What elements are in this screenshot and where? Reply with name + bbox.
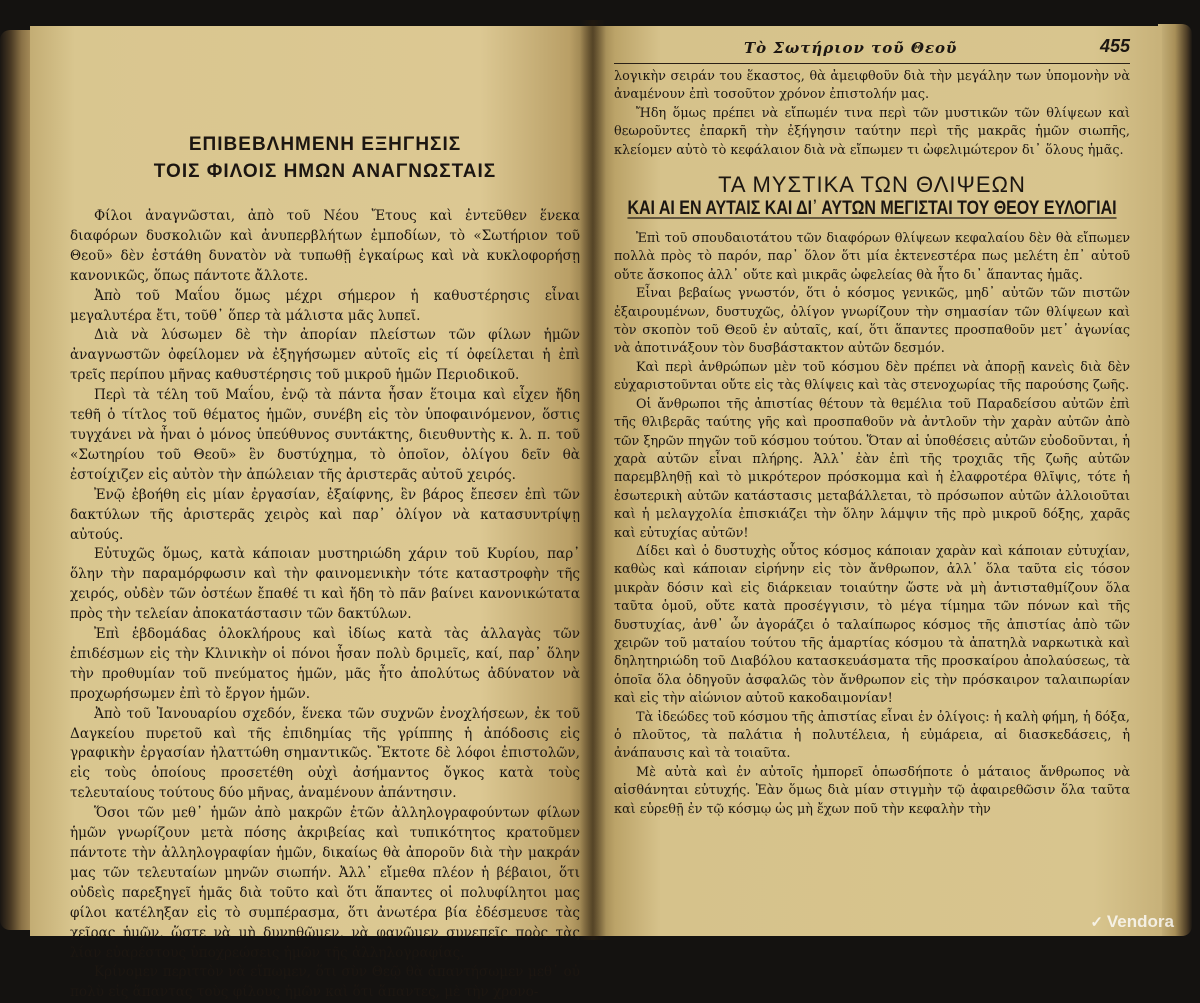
left-page [30, 26, 592, 1001]
paragraph: λογικὴν σειράν του ἕκαστος, θὰ ἀμειφθοῦν διὰ τὴν μεγάλην των ὑπομονὴν νὰ ἀναμένουν ἐπὶ τοσοῦτον χρόνον ἐπιστολήν μας. [614, 69, 1130, 103]
watermark-text: Vendora [1106, 912, 1174, 931]
book-gutter-shadow [580, 20, 606, 940]
watermark [1090, 912, 1174, 932]
page-number: 455 [1099, 36, 1130, 56]
paragraph: Εἶναι βεβαίως γνωστόν, ὅτι ὁ κόσμος γενικῶς, μηδ᾽ αὐτῶν τῶν πιστῶν ἐξαιρουμένων, δυστυχῶς, ὀλίγον γνωρίζουν τὴν σημασίαν τῶν θλίψεων καὶ τὸν σκοπὸν τοῦ Θεοῦ ἐν αὐταῖς, καί, ὅτι ἅπαντες προσπαθοῦν μετ᾽ ἀγωνίας νὰ ἀποτινάξουν τὸν δυσβάστακτον αὐτῶν δεσμόν. [614, 286, 1130, 357]
paragraph: Ἀπὸ τοῦ Μαΐου ὅμως μέχρι σήμερον ἡ καθυστέρησις εἶναι μεγαλυτέρα ἔτι, τοῦθ᾽ ὅπερ τὰ μάλιστα μᾶς λυπεῖ. [70, 287, 580, 324]
paragraph: Ὅσοι τῶν μεθ᾽ ἡμῶν ἀπὸ μακρῶν ἐτῶν ἀλληλογραφούντων φίλων ἡμῶν γνωρίζουν μετὰ πόσης ἀκριβείας καὶ τυπικότητος κρατοῦμεν πάντοτε τὴν ἀλληλογραφίαν ἡμῶν, δικαίως θὰ ἀποροῦν διὰ τὴν μακράν μας τῶν τελευταίων μηνῶν σιωπήν. Ἀλλ᾽ εἴμεθα πλέον ἡ βέβαιοι, ὅτι οὐδεὶς παρεξηγεῖ ἡμᾶς διὰ τοῦτο καὶ ὅτι ἅπαντες οἱ πολυφίλητοι μας φίλοι κατέληξαν εἰς τὸ συμπέρασμα, ὅτι ἀνωτέρα βία ἐδέσμευσε τὰς χεῖρας ἡμῶν, ὥστε νὰ μὴ δυνηθῶμεν, νὰ φανῶμεν συνεπεῖς πρὸς τὰς λίαν εὐαρέστους ὑποχρεώσεις ἡμῶν τῆς ἀλληλογραφίας. [70, 805, 580, 961]
paragraph: Εὐτυχῶς ὅμως, κατὰ κάποιαν μυστηριώδη χάριν τοῦ Κυρίου, παρ᾽ ὅλην τὴν παραμόρφωσιν καὶ τὴν φαινομενικὴν τότε καταστροφὴν τῆς χειρός, οὐδὲν τῶν ὀστέων ἔπαθέ τι καὶ ἤδη τὸ πᾶν βαίνει κανονικώτατα πρὸς τὴν τελείαν ἀποκατάστασιν τῶν δακτύλων. [70, 546, 580, 623]
paragraph: Δίδει καὶ ὁ δυστυχὴς οὗτος κόσμος κάποιαν χαρὰν καὶ κάποιαν εὐτυχίαν, καθὼς καὶ κάποιαν εἰρήνην εἰς τὸν ἄνθρωπον, ἀλλ᾽ ὅλα ταῦτα εἰς τόσον μικρὰν δόσιν καὶ εἰς διάρκειαν τοιαύτην ὥστε νὰ μὴ ἀντισταθμίζουν ὅλα ταῦτα ὁμοῦ, οὔτε κατὰ προσέγγισιν, τὸ μέγα τίμημα τῶν πόνων καὶ τῆς δυστυχίας, ἀνθ᾽ ὧν ἀγοράζει ὁ ταλαίπωρος κόσμος τῆς ἀπιστίας ἀπὸ τῶν χειρῶν τοῦ ματαίου τούτου τῆς ἁμαρτίας κόσμου τὰ ἀπατηλὰ ναρκωτικὰ καὶ δηλητηριώδη τοῦ Διαβόλου κατασκευάσματα τῆς προσκαίρου ἀπολαύσεως, τὰ ὁποῖα ὅλα ὁδηγοῦν ἀσφαλῶς τὸν ἄνθρωπον εἰς τὴν πρόσκαιρον ταλαιπωρίαν καὶ εἰς τὴν αἰώνιον αὐτοῦ κακοδαιμονίαν! [614, 543, 1130, 707]
paragraph: Ἀπὸ τοῦ Ἰανουαρίου σχεδόν, ἕνεκα τῶν συχνῶν ἐνοχλήσεων, ἐκ τοῦ Δαγκείου πυρετοῦ καὶ τῆς ἐπιδημίας τῆς γρίππης ἡ ἀπόδοσις εἰς γραφικὴν ἐργασίαν ἠλαττώθη σημαντικῶς. Ἔκτοτε δὲ λόφοι ἐπιστολῶν, εἰς τοὺς ὁποίους προσετέθη οὐχὶ ἀσήμαντος ὄγκος κατὰ τοὺς τελευταίους τούτους δύο μῆνας, ἀναμένουν ἀπάντησιν. [70, 705, 580, 802]
chapter-title [614, 172, 1130, 220]
paragraph: Ἤδη ὅμως πρέπει νὰ εἴπωμέν τινα περὶ τῶν μυστικῶν τῶν θλίψεων καὶ θεωροῦντες ἐπαρκῆ τὴν ἐξήγησιν ταύτην περὶ τῆς μακρᾶς ἡμῶν σιωπῆς, κλείομεν αὐτὸ τὸ κεφάλαιον διὰ νὰ εἴπωμεν τι ὠφελιμώτερον δι᾽ ὅλους ἡμᾶς. [614, 105, 1130, 158]
paragraph: Καὶ περὶ ἀνθρώπων μὲν τοῦ κόσμου δὲν πρέπει νὰ ἀπορῇ κανεὶς διὰ δὲν εὐχαριστοῦνται οὔτε εἰς τὰς θλίψεις καὶ τὰς στενοχωρίας τῆς παρούσης ζωῆς. [614, 359, 1130, 394]
right-page-body [614, 230, 1130, 819]
paragraph: Φίλοι ἀναγνῶσται, ἀπὸ τοῦ Νέου Ἔτους καὶ ἐντεῦθεν ἕνεκα διαφόρων δυσκολιῶν καὶ ἀνυπερβλήτων ἐμποδίων, τὸ «Σωτήριον τοῦ Θεοῦ» δὲν ἐστάθη δυνατὸν νὰ τυπωθῇ ἐγκαίρως καὶ νὰ κυκλοφορήσῃ κανονικῶς, ὅπως πάντοτε ἄλλοτε. [70, 208, 580, 284]
left-page-body [70, 207, 580, 1003]
paragraph: Ἐπὶ τοῦ σπουδαιοτάτου τῶν διαφόρων θλίψεων κεφαλαίου δὲν θὰ εἴπωμεν πολλὰ πρὸς τὸ παρόν, παρ᾽ ὅλον ὅτι μία ἐκτενεστέρα πως μελέτη ἐπ᾽ αὐτοῦ οὔτε ἄσκοπος ἀλλ᾽ οὔτε καὶ μικρᾶς ὠφελείας θὰ ἦτο δι᾽ ἅπαντας ἡμᾶς. [614, 231, 1130, 283]
paragraph: Διὰ νὰ λύσωμεν δὲ τὴν ἀπορίαν πλείστων τῶν φίλων ἡμῶν ἀναγνωστῶν ὀφείλομεν νὰ ἐξηγήσωμεν αὐτοῖς εἰς τί ὀφείλεται ἡ ἐπὶ τρεῖς περίπου μῆνας καθυστέρησις τοῦ μικροῦ ἡμῶν Περιοδικοῦ. [70, 327, 580, 384]
paragraph: Μὲ αὐτὰ καὶ ἐν αὐτοῖς ἠμπορεῖ ὁπωσδήποτε ὁ μάταιος ἄνθρωπος νὰ αἰσθάνηται εὐτυχής. Ἐὰν ὅμως διὰ μίαν στιγμὴν τῷ ἀφαιρεθῶσιν ὅλα ταῦτα καὶ εὑρεθῇ ἐν τῷ κόσμῳ ὡς μὴ ἔχων ποῦ τὴν κεφαλὴν τὴν [614, 764, 1130, 817]
paragraph: Περὶ τὰ τέλη τοῦ Μαΐου, ἐνῷ τὰ πάντα ἦσαν ἕτοιμα καὶ εἶχεν ἤδη τεθῆ ὁ τίτλος τοῦ θέματος ἡμῶν, συνέβη εἰς τὸν ὑποφαινόμενον, ὅστις τυγχάνει νὰ ἦναι ὁ μόνος ὑπεύθυνος συντάκτης, διευθυντὴς κ. λ. π. τοῦ «Σωτηρίου τοῦ Θεοῦ» ἓν δυστύχημα, τὸ ὁποῖον, ὀλίγου δεῖν θὰ ἐστοίχιζεν εἰς αὐτὸν τὴν ἀπώλειαν τῆς ἀριστερᾶς αὐτοῦ χειρός. [70, 387, 580, 483]
running-header [614, 36, 1130, 64]
running-title: Τὸ Σωτήριον τοῦ Θεοῦ [744, 39, 958, 57]
paragraph: Ἐνῷ ἐβοήθη εἰς μίαν ἐργασίαν, ἐξαίφνης, ἓν βάρος ἔπεσεν ἐπὶ τῶν δακτύλων τῆς ἀριστερᾶς χειρὸς καὶ παρ᾽ ὀλίγον νὰ κατασυντρίψῃ αὐτούς. [70, 486, 580, 543]
left-heading-line1: ΕΠΙΒΕΒΛΗΜΕΝΗ ΕΞΗΓΗΣΙΣ [188, 134, 462, 155]
right-page [592, 26, 1162, 936]
left-page-heading [70, 131, 580, 185]
check-mark-icon: ✓ [1090, 914, 1103, 931]
paragraph: Κρίνομεν περιττὸν νὰ εἴπωμεν, ὅτι σὺν Θεῷ θὰ ἀπαντήσωμεν μεθ᾽ οὐ πολὺ εἰς ἅπαντας τοὺς φίλους ἡμῶν καὶ ὅτι ἅπαντες, μὲ τὴν χρονο- [70, 964, 580, 1001]
book-edge-right [1158, 24, 1192, 936]
paragraph: Ἐπὶ ἑβδομάδας ὁλοκλήρους καὶ ἰδίως κατὰ τὰς ἀλλαγὰς τῶν ἐπιδέσμων εἰς τὴν Κλινικὴν οἱ πόνοι ἦσαν πολὺ δριμεῖς, καί, παρ᾽ ὅλην τὴν προθυμίαν τοῦ πνεύματος ἡμῶν, μᾶς ἦτο ἀπολύτως ἀδύνατον νὰ προχωρήσωμεν ἐπὶ τὸ ἔργον ἡμῶν. [70, 626, 580, 702]
paragraph: Οἱ ἄνθρωποι τῆς ἀπιστίας θέτουν τὰ θεμέλια τοῦ Παραδείσου αὐτῶν ἐπὶ τῆς θλιβερᾶς ταύτης γῆς καὶ προσπαθοῦν νὰ ἀντλοῦν τὴν χαρὰν αὐτῶν ἀπὸ τῶν ξηρῶν πηγῶν τοῦ κόσμου τούτου. Ὅταν αἱ ὑποθέσεις αὐτῶν εὐοδοῦνται, ἡ χαρὰ αὐτῶν εἶναι πλήρης. Ἀλλ᾽ ἐὰν ἐπὶ τῆς τροχιᾶς τῆς ζωῆς αὐτῶν παρεμβληθῇ καὶ τὸ μικρότερον πρόσκομμα καὶ ἡ ἐλαφροτέρα θλῖψις, τότε ἡ ἐσωτερικὴ αὐτῶν κατάστασις μεταβάλλεται, τὸ πρόσωπον αὐτῶν ἀλλοιοῦται καὶ ἡ μελαγχολία ἐπισκιάζει τὴν ὅλην λάμψιν τῆς πρὸ μικροῦ δόξης, χαρᾶς καὶ εὐτυχίας αὐτῶν! [614, 396, 1130, 541]
left-heading-line2: ΤΟΙΣ ΦΙΛΟΙΣ ΗΜΩΝ ΑΝΑΓΝΩΣΤΑΙΣ [153, 161, 497, 182]
paragraph: Τὰ ἰδεώδες τοῦ κόσμου τῆς ἀπιστίας εἶναι ἐν ὀλίγοις: ἡ καλὴ φήμη, ἡ δόξα, ὁ πλοῦτος, τὰ παλάτια ἡ πολυτέλεια, ἡ εὐμάρεια, αἱ διασκεδάσεις, ἡ ἀνάπαυσις καὶ τὰ τοιαῦτα. [614, 709, 1130, 762]
right-page-intro [614, 68, 1130, 160]
chapter-title-line2: ΚΑΙ ΑΙ ΕΝ ΑΥΤΑΙΣ ΚΑΙ ΔΙ᾽ ΑΥΤΩΝ ΜΕΓΙΣΤΑΙ ΤΟΥ ΘΕΟΥ ΕΥΛΟΓΙΑΙ [627, 198, 1117, 219]
chapter-title-line1: ΤΑ ΜΥΣΤΙΚΑ ΤΩΝ ΘΛΙΨΕΩΝ [718, 172, 1026, 198]
